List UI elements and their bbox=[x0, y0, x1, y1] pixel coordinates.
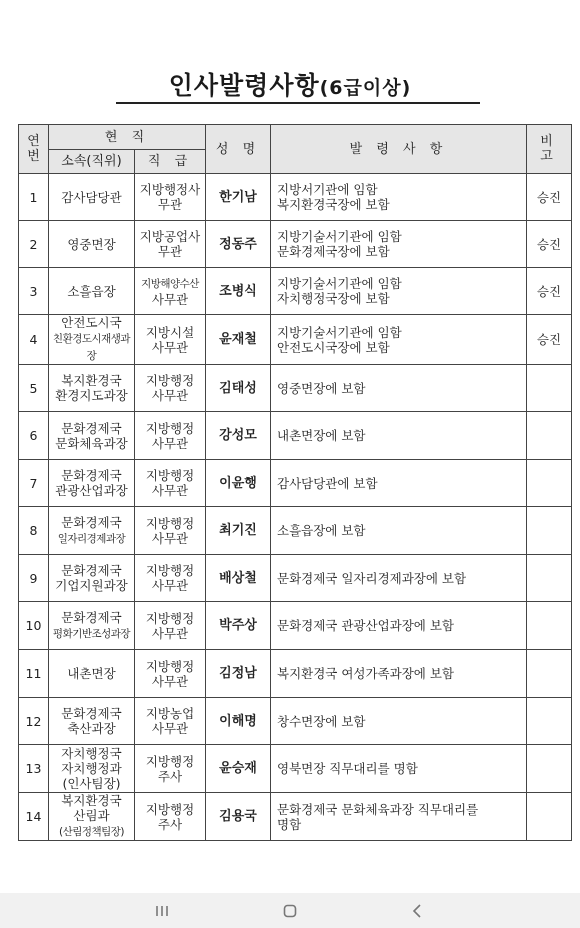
row-no: 5 bbox=[19, 365, 49, 412]
row-detail bbox=[271, 745, 527, 793]
table-row bbox=[19, 365, 572, 412]
detail-line: 지방기술서기관에 임함 bbox=[277, 324, 402, 340]
row-name: 배상철 bbox=[206, 555, 271, 602]
row-name: 김태성 bbox=[206, 365, 271, 412]
row-dept bbox=[49, 507, 135, 555]
row-name: 이윤행 bbox=[206, 460, 271, 507]
row-grade bbox=[135, 460, 206, 507]
row-grade bbox=[135, 221, 206, 268]
row-grade bbox=[135, 698, 206, 745]
grade-line: 지방농업 bbox=[145, 706, 195, 721]
row-detail bbox=[271, 221, 527, 268]
detail-line: 지방기술서기관에 임함 bbox=[277, 229, 402, 244]
dept-line: 일자리경제과장 bbox=[57, 532, 126, 545]
dept-line: 복지환경국 bbox=[61, 793, 122, 808]
header-name: 성 명 bbox=[206, 125, 271, 174]
personnel-table bbox=[18, 124, 572, 841]
row-note bbox=[527, 507, 572, 555]
row-no: 11 bbox=[19, 650, 49, 698]
dept-line: (인사팀장) bbox=[62, 776, 121, 791]
row-note: 승진 bbox=[527, 221, 572, 268]
row-detail bbox=[271, 602, 527, 650]
grade-line: 지방행정 bbox=[145, 515, 195, 531]
grade-line: 사무관 bbox=[151, 339, 189, 355]
row-detail bbox=[271, 460, 527, 507]
detail-line: 문화경제국 문화체육과장 직무대리를 bbox=[277, 801, 479, 817]
row-dept bbox=[49, 221, 135, 268]
row-grade bbox=[135, 650, 206, 698]
table-row bbox=[19, 221, 572, 268]
row-name: 한기남 bbox=[206, 174, 271, 221]
dept-line: 문화경제국 bbox=[61, 706, 122, 721]
row-no: 9 bbox=[19, 555, 49, 602]
dept-line: 친환경도시재생과장 bbox=[52, 333, 131, 362]
grade-line: 사무관 bbox=[151, 673, 189, 689]
dept-line: 산림과 bbox=[73, 808, 110, 823]
table-body bbox=[19, 174, 572, 841]
row-name: 박주상 bbox=[206, 602, 271, 650]
grade-line: 지방행정 bbox=[145, 658, 195, 674]
row-note: 승진 bbox=[527, 268, 572, 315]
table-row bbox=[19, 268, 572, 315]
detail-line: 영북면장 직무대리를 명함 bbox=[277, 761, 418, 776]
dept-line: 문화경제국 bbox=[61, 514, 122, 530]
row-note bbox=[527, 412, 572, 460]
dept-line: 기업지원과장 bbox=[55, 578, 128, 593]
table-row bbox=[19, 602, 572, 650]
table-row bbox=[19, 412, 572, 460]
detail-line: 지방기술서기관에 임함 bbox=[277, 276, 402, 291]
detail-line: 복지환경국장에 보함 bbox=[277, 197, 390, 212]
row-dept bbox=[49, 174, 135, 221]
dept-line: 관광산업과장 bbox=[55, 483, 128, 498]
row-note: 승진 bbox=[527, 315, 572, 365]
table-row bbox=[19, 507, 572, 555]
row-detail bbox=[271, 268, 527, 315]
row-name: 정동주 bbox=[206, 221, 271, 268]
row-no: 13 bbox=[19, 745, 49, 793]
dept-line: 문화경제국 bbox=[61, 468, 122, 483]
detail-line: 명함 bbox=[277, 816, 302, 832]
row-note bbox=[527, 698, 572, 745]
grade-line: 사무관 bbox=[151, 625, 189, 641]
grade-line: 지방행정 bbox=[145, 468, 195, 483]
row-note bbox=[527, 650, 572, 698]
detail-line: 감사담당관에 보함 bbox=[277, 475, 378, 491]
dept-line: 축산과장 bbox=[67, 721, 116, 736]
detail-line: 지방서기관에 임함 bbox=[277, 182, 378, 197]
dept-line: 감사담당관 bbox=[61, 189, 122, 205]
dept-line: 안전도시국 bbox=[61, 315, 122, 330]
detail-line: 자치행정국장에 보함 bbox=[277, 291, 390, 306]
header-no: 연 번 bbox=[19, 125, 49, 174]
row-detail bbox=[271, 174, 527, 221]
row-no: 1 bbox=[19, 174, 49, 221]
grade-line: 지방행정 bbox=[145, 801, 195, 817]
row-dept bbox=[49, 745, 135, 793]
row-dept bbox=[49, 698, 135, 745]
table-row bbox=[19, 174, 572, 221]
row-detail bbox=[271, 365, 527, 412]
table-row bbox=[19, 555, 572, 602]
row-detail bbox=[271, 507, 527, 555]
dept-line: 복지환경국 bbox=[61, 373, 122, 388]
row-name: 이해명 bbox=[206, 698, 271, 745]
title-sub: (6급이상) bbox=[319, 77, 412, 99]
header-note: 비 고 bbox=[527, 125, 572, 174]
row-no: 10 bbox=[19, 602, 49, 650]
row-detail bbox=[271, 315, 527, 365]
row-grade bbox=[135, 793, 206, 841]
row-note: 승진 bbox=[527, 174, 572, 221]
row-detail bbox=[271, 698, 527, 745]
android-nav-bar bbox=[0, 893, 580, 928]
back-icon[interactable] bbox=[402, 901, 432, 921]
row-name: 윤재철 bbox=[206, 315, 271, 365]
row-name: 조병식 bbox=[206, 268, 271, 315]
header-grade: 직 급 bbox=[135, 150, 206, 174]
row-note bbox=[527, 365, 572, 412]
detail-line: 문화경제국 일자리경제과장에 보함 bbox=[277, 570, 467, 586]
header-current: 현 직 bbox=[49, 125, 206, 150]
row-grade bbox=[135, 507, 206, 555]
row-name: 김정남 bbox=[206, 650, 271, 698]
row-name: 김용국 bbox=[206, 793, 271, 841]
row-dept bbox=[49, 315, 135, 365]
table-row bbox=[19, 460, 572, 507]
grade-line: 지방행정사 bbox=[139, 182, 201, 197]
row-no: 6 bbox=[19, 412, 49, 460]
grade-line: 지방행정 bbox=[145, 420, 195, 436]
row-dept bbox=[49, 650, 135, 698]
grade-line: 지방행정 bbox=[145, 563, 195, 578]
row-name: 최기진 bbox=[206, 507, 271, 555]
row-dept bbox=[49, 555, 135, 602]
detail-line: 창수면장에 보함 bbox=[277, 713, 366, 729]
grade-line: 사무관 bbox=[151, 578, 189, 593]
grade-line: 사무관 bbox=[151, 721, 189, 736]
grade-line: 사무관 bbox=[151, 435, 189, 451]
row-detail bbox=[271, 412, 527, 460]
dept-line: 문화경제국 bbox=[61, 420, 122, 436]
table-row bbox=[19, 793, 572, 841]
detail-line: 소흘읍장에 보함 bbox=[277, 523, 366, 538]
title-underline bbox=[116, 102, 480, 104]
header-dept: 소속(직위) bbox=[49, 150, 135, 174]
table-row bbox=[19, 650, 572, 698]
dept-line: 환경지도과장 bbox=[55, 388, 128, 403]
grade-line: 지방행정 bbox=[145, 373, 195, 388]
row-note bbox=[527, 555, 572, 602]
grade-line: 사무관 bbox=[151, 483, 189, 498]
row-grade bbox=[135, 412, 206, 460]
row-grade bbox=[135, 555, 206, 602]
row-note bbox=[527, 793, 572, 841]
dept-line: 자치행정과 bbox=[61, 761, 122, 776]
row-detail bbox=[271, 555, 527, 602]
page-title bbox=[0, 66, 580, 102]
row-dept bbox=[49, 793, 135, 841]
grade-line: 사무관 bbox=[151, 388, 189, 403]
row-grade bbox=[135, 315, 206, 365]
home-icon[interactable] bbox=[275, 901, 305, 921]
dept-line: 자치행정국 bbox=[61, 746, 122, 761]
grade-line: 주사 bbox=[157, 768, 183, 784]
grade-line: 주사 bbox=[157, 816, 183, 832]
row-dept bbox=[49, 602, 135, 650]
table-row bbox=[19, 698, 572, 745]
row-no: 2 bbox=[19, 221, 49, 268]
detail-line: 내촌면장에 보함 bbox=[277, 428, 366, 443]
row-no: 14 bbox=[19, 793, 49, 841]
detail-line: 문화경제국 관광산업과장에 보함 bbox=[277, 618, 454, 633]
dept-line: 문화체육과장 bbox=[55, 435, 128, 451]
grade-line: 지방공업사 bbox=[139, 229, 201, 244]
row-no: 4 bbox=[19, 315, 49, 365]
detail-line: 영중면장에 보함 bbox=[277, 380, 366, 396]
row-grade bbox=[135, 268, 206, 315]
row-no: 3 bbox=[19, 268, 49, 315]
table-row bbox=[19, 745, 572, 793]
grade-line: 사무관 bbox=[151, 292, 189, 307]
row-no: 12 bbox=[19, 698, 49, 745]
dept-line: 내촌면장 bbox=[67, 666, 116, 681]
dept-line: 문화경제국 bbox=[61, 609, 122, 625]
grade-line: 지방해양수산 bbox=[141, 278, 199, 290]
title-main: 인사발령사항 bbox=[168, 71, 320, 100]
row-detail bbox=[271, 793, 527, 841]
grade-line: 지방시설 bbox=[145, 324, 195, 340]
row-dept bbox=[49, 460, 135, 507]
grade-line: 지방행정 bbox=[145, 753, 195, 769]
row-note bbox=[527, 460, 572, 507]
row-note bbox=[527, 745, 572, 793]
row-grade bbox=[135, 365, 206, 412]
row-name: 강성모 bbox=[206, 412, 271, 460]
row-dept bbox=[49, 412, 135, 460]
row-name: 윤승재 bbox=[206, 745, 271, 793]
grade-line: 사무관 bbox=[151, 530, 189, 546]
row-grade bbox=[135, 602, 206, 650]
recent-apps-icon[interactable] bbox=[147, 901, 177, 921]
row-dept bbox=[49, 365, 135, 412]
row-grade bbox=[135, 745, 206, 793]
grade-line: 지방행정 bbox=[145, 610, 195, 626]
header-detail: 발 령 사 항 bbox=[271, 125, 527, 174]
detail-line: 안전도시국장에 보함 bbox=[277, 339, 390, 355]
row-note bbox=[527, 602, 572, 650]
detail-line: 문화경제국장에 보함 bbox=[277, 244, 390, 259]
dept-line: 영중면장 bbox=[67, 236, 116, 252]
grade-line: 무관 bbox=[157, 197, 183, 212]
row-no: 7 bbox=[19, 460, 49, 507]
row-detail bbox=[271, 650, 527, 698]
dept-line: (산림정책팀장) bbox=[58, 826, 125, 838]
dept-line: 평화기반조성과장 bbox=[52, 627, 131, 640]
row-no: 8 bbox=[19, 507, 49, 555]
dept-line: 문화경제국 bbox=[61, 563, 122, 578]
row-dept bbox=[49, 268, 135, 315]
row-grade bbox=[135, 174, 206, 221]
dept-line: 소흘읍장 bbox=[67, 283, 116, 299]
table-row bbox=[19, 315, 572, 365]
detail-line: 복지환경국 여성가족과장에 보함 bbox=[277, 666, 454, 681]
grade-line: 무관 bbox=[157, 244, 183, 259]
